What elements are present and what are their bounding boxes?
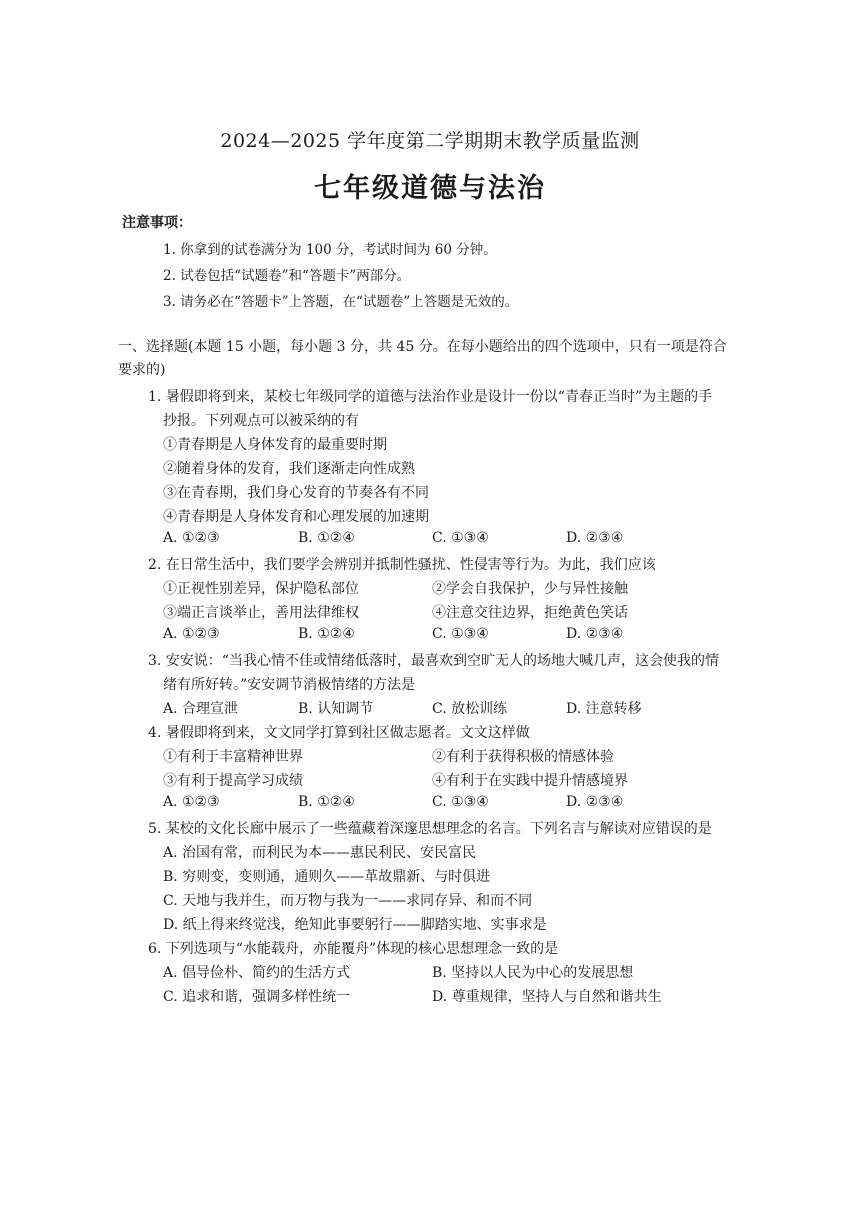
question-4-option-d: D. ②③④ (566, 794, 624, 810)
question-2-option-a: A. ①②③ (163, 626, 220, 642)
question-1-option-a: A. ①②③ (163, 530, 220, 546)
question-6-option-a: A. 倡导俭朴、简约的生活方式 (163, 965, 351, 981)
question-2-statement: ④注意交往边界，拒绝黄色笑话 (432, 605, 628, 621)
question-4-option-b: B. ①②④ (298, 794, 355, 810)
question-1-option-d: D. ②③④ (566, 530, 624, 546)
question-1-statement: ②随着身体的发育，我们逐渐走向性成熟 (163, 461, 415, 477)
notice-item: 1. 你拿到的试卷满分为 100 分，考试时间为 60 分钟。 (163, 242, 497, 258)
question-1-option-c: C. ①③④ (432, 530, 489, 546)
question-1-stem: 1. 暑假即将到来，某校七年级同学的道德与法治作业是设计一份以“青春正当时”为主题的手 (148, 389, 713, 405)
question-4-option-a: A. ①②③ (163, 794, 220, 810)
question-3-option-d: D. 注意转移 (566, 701, 642, 717)
question-3-stem: 3. 安安说：“当我心情不佳或情绪低落时，最喜欢到空旷无人的场地大喊几声，这会使我的情 (148, 653, 719, 669)
question-4-statement: ③有利于提高学习成绩 (163, 773, 303, 789)
question-5-option-a: A. 治国有常，而利民为本——惠民利民、安民富民 (163, 845, 477, 861)
question-5-stem: 5. 某校的文化长廊中展示了一些蕴藏着深邃思想理念的名言。下列名言与解读对应错误的是 (148, 821, 712, 837)
question-1-stem-cont: 抄报。下列观点可以被采纳的有 (163, 413, 359, 429)
exam-subject-title: 七年级道德与法治 (314, 173, 546, 204)
question-6-option-b: B. 坚持以人民为中心的发展思想 (432, 965, 634, 981)
question-2-statement: ①正视性别差异，保护隐私部位 (163, 581, 359, 597)
question-5-option-d: D. 纸上得来终觉浅，绝知此事要躬行——脚踏实地、实事求是 (163, 917, 547, 933)
question-2-stem: 2. 在日常生活中，我们要学会辨别并抵制性骚扰、性侵害等行为。为此，我们应该 (148, 557, 656, 573)
question-2-statement: ③端正言谈举止，善用法律维权 (163, 605, 359, 621)
notice-heading: 注意事项： (122, 215, 192, 231)
question-5-option-b: B. 穷则变，变则通，通则久——革故鼎新、与时俱进 (163, 869, 491, 885)
section-heading: 一、选择题(本题 15 小题，每小题 3 分，共 45 分。在每小题给出的四个选项中，只有一项是符合要求的) (118, 339, 727, 378)
question-2-option-c: C. ①③④ (432, 626, 489, 642)
question-1-statement: ④青春期是人身体发育和心理发展的加速期 (163, 509, 429, 525)
question-4-statement: ④有利于在实践中提升情感境界 (432, 773, 628, 789)
question-1-option-b: B. ①②④ (298, 530, 355, 546)
question-4-stem: 4. 暑假即将到来，文文同学打算到社区做志愿者。文文这样做 (148, 725, 530, 741)
question-3-stem-cont: 绪有所好转。”安安调节消极情绪的方法是 (163, 677, 416, 693)
question-3-option-b: B. 认知调节 (298, 701, 374, 717)
question-4-statement: ①有利于丰富精神世界 (163, 749, 303, 765)
question-4-statement: ②有利于获得积极的情感体验 (432, 749, 614, 765)
question-3-option-a: A. 合理宣泄 (163, 701, 239, 717)
question-5-option-c: C. 天地与我并生，而万物与我为一——求同存异、和而不同 (163, 893, 533, 909)
question-1-statement: ③在青春期，我们身心发育的节奏各有不同 (163, 485, 429, 501)
question-4-option-c: C. ①③④ (432, 794, 489, 810)
question-2-option-b: B. ①②④ (298, 626, 355, 642)
question-2-statement: ②学会自我保护，少与异性接触 (432, 581, 628, 597)
question-2-option-d: D. ②③④ (566, 626, 624, 642)
question-6-option-c: C. 追求和谐，强调多样性统一 (163, 989, 351, 1005)
notice-item: 2. 试卷包括“试题卷”和“答题卡”两部分。 (163, 268, 411, 284)
notice-item: 3. 请务必在“答题卡”上答题，在“试题卷”上答题是无效的。 (163, 294, 519, 310)
exam-title: 2024—2025 学年度第二学期期末教学质量监测 (220, 130, 640, 152)
question-3-option-c: C. 放松训练 (432, 701, 508, 717)
question-1-statement: ①青春期是人身体发育的最重要时期 (163, 437, 387, 453)
question-6-stem: 6. 下列选项与“水能载舟，亦能覆舟”体现的核心思想理念一致的是 (148, 941, 559, 957)
question-6-option-d: D. 尊重规律，坚持人与自然和谐共生 (432, 989, 662, 1005)
